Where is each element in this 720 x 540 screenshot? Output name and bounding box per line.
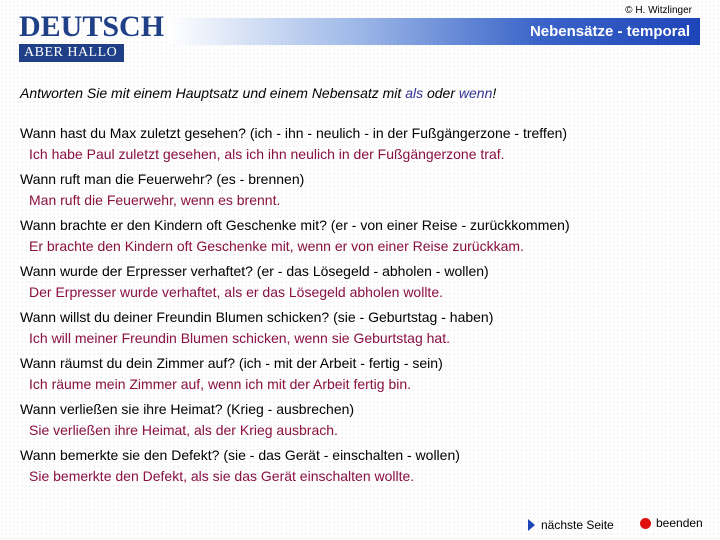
answer-text: Ich habe Paul zuletzt gesehen, als ich ihn neulich in der Fußgängerzone traf. [29, 146, 505, 162]
answer-text: Er brachte den Kindern oft Geschenke mit, wenn er von einer Reise zurückkam. [29, 238, 524, 254]
list-item [20, 123, 700, 169]
instruction [20, 85, 496, 101]
title-bar [168, 18, 700, 45]
question-text: Wann ruft man die Feuerwehr? (es - brennen) [20, 171, 305, 187]
next-page-label: nächste Seite [541, 518, 614, 532]
red-dot-icon [640, 518, 651, 529]
answer-text: Ich will meiner Freundin Blumen schicken, wenn sie Geburtstag hat. [29, 330, 450, 346]
list-item [20, 169, 700, 215]
question-text: Wann bemerkte sie den Defekt? (sie - das Gerät - einschalten - wollen) [20, 447, 460, 463]
list-item [20, 261, 700, 307]
next-page-button[interactable] [528, 518, 614, 532]
list-item [20, 445, 700, 491]
question-text: Wann hast du Max zuletzt gesehen? (ich - ihn - neulich - in der Fußgängerzone - treffen) [20, 125, 568, 141]
answer-text: Der Erpresser wurde verhaftet, als er das Lösegeld abholen wollte. [29, 284, 443, 300]
logo-deutsch: DEUTSCH [19, 10, 165, 43]
list-item [20, 307, 700, 353]
list-item [20, 215, 700, 261]
instruction-text: Antworten Sie mit einem Hauptsatz und einem Nebensatz mit [20, 85, 406, 101]
instruction-word-wenn: wenn [458, 85, 493, 101]
end-label: beenden [656, 516, 703, 530]
instruction-word-als: als [405, 85, 424, 101]
triangle-right-icon [528, 519, 535, 531]
answer-text: Ich räume mein Zimmer auf, wenn ich mit der Arbeit fertig bin. [29, 376, 412, 392]
answer-text: Sie verließen ihre Heimat, als der Krieg ausbrach. [29, 422, 338, 438]
question-answer-list [20, 123, 700, 491]
list-item [20, 399, 700, 445]
answer-text: Man ruft die Feuerwehr, wenn es brennt. [29, 192, 281, 208]
question-text: Wann willst du deiner Freundin Blumen schicken? (sie - Geburtstag - haben) [20, 309, 494, 325]
instruction-text-end: ! [492, 85, 497, 101]
end-button[interactable] [640, 516, 703, 530]
question-text: Wann verließen sie ihre Heimat? (Krieg - ausbrechen) [20, 401, 355, 417]
list-item [20, 353, 700, 399]
question-text: Wann brachte er den Kindern oft Geschenke mit? (er - von einer Reise - zurückkommen) [20, 217, 570, 233]
copyright-text: © H. Witzlinger [625, 5, 692, 16]
answer-text: Sie bemerkte den Defekt, als sie das Gerät einschalten wollte. [29, 468, 415, 484]
question-text: Wann räumst du dein Zimmer auf? (ich - mit der Arbeit - fertig - sein) [20, 355, 443, 371]
instruction-text-oder: oder [423, 85, 459, 101]
page-title: Nebensätze - temporal [529, 23, 690, 40]
logo-aber-hallo: ABER HALLO [19, 44, 124, 62]
question-text: Wann wurde der Erpresser verhaftet? (er - das Lösegeld - abholen - wollen) [20, 263, 489, 279]
